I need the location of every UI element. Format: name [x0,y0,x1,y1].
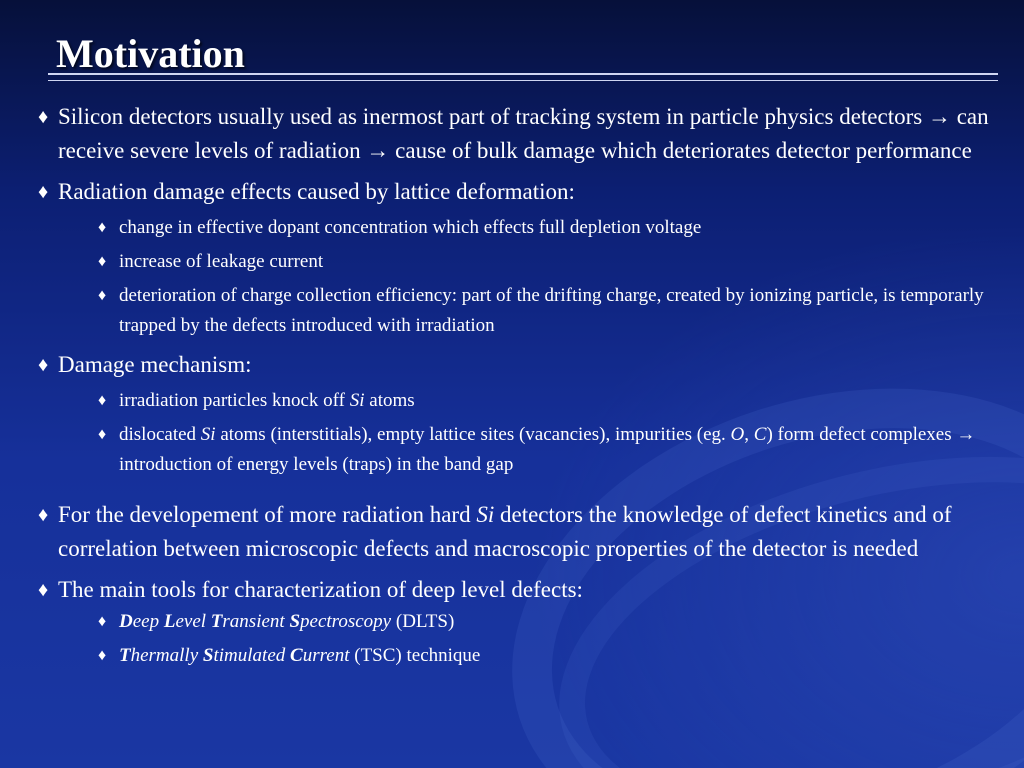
bullet-main-tools [36,573,994,607]
bullet-damage-mechanism [36,348,994,382]
diamond-bullet-icon: ♦ [98,253,107,270]
diamond-bullet-icon: ♦ [98,647,107,664]
sub-bullet-knock-off [36,386,994,416]
bullet-silicon-detectors [36,100,994,168]
acronym-tail: (TSC) technique [349,645,481,666]
sub-bullet-text: deterioration of charge collection efficiency: part of the drifting charge, created by ionizing particle, is temporarly trapped by the defects introduced with irradiation [119,285,984,336]
si-symbol: Si [349,390,365,411]
acronym-letter: T [210,611,223,632]
acronym-word: eep [132,611,164,632]
bullet-text: The main tools for characterization of deep level defects: [58,577,583,602]
bullet-text: Damage mechanism: [58,352,252,377]
acronym-word: hermally [130,645,203,666]
sub-bullet-text-c: atoms [364,390,415,411]
diamond-bullet-icon: ♦ [38,181,49,203]
slide-title: Motivation [56,31,245,76]
sub-bullet-text: increase of leakage current [119,251,324,272]
diamond-bullet-icon: ♦ [98,392,107,409]
bullet-text-c: detectors the knowledge of defect kinetics and of correlation between microscopic defects and macroscopic properties of the detector is needed [58,502,952,561]
sub-bullet-dlts [36,607,994,637]
carbon-symbol: C [753,424,767,445]
sub-bullet-text-c: atoms (interstitials), empty lattice sites (vacancies), impurities (eg. [215,424,731,445]
acronym-letter: T [119,645,131,666]
diamond-bullet-icon: ♦ [38,354,49,376]
bullet-radiation-hard [36,498,994,566]
acronym-word: urrent [302,645,350,666]
acronym-word: pectroscopy [300,611,392,632]
bullet-text: Silicon detectors usually used as inermost part of tracking system in particle physics detectors → can receive severe levels of radiation → cause of bulk damage which deteriorates detector performance [58,104,989,163]
bullet-text: Radiation damage effects caused by lattice deformation: [58,179,575,204]
sub-bullet-dislocated [36,420,994,480]
acronym-word: timulated [213,645,291,666]
title-underline [48,73,998,81]
acronym-tail: (DLTS) [391,611,455,632]
diamond-bullet-icon: ♦ [98,613,107,630]
sub-bullet-tsc [36,641,994,671]
sub-bullet-text: change in effective dopant concentration which effects full depletion voltage [119,217,702,238]
acronym-letter: S [289,611,301,632]
sub-bullet-dopant [36,213,994,243]
sub-bullet-text-g: ) form defect complexes → introduction of energy levels (traps) in the band gap [119,424,976,475]
diamond-bullet-icon: ♦ [38,504,49,526]
slide-body [36,100,994,671]
diamond-bullet-icon: ♦ [38,579,49,601]
sub-bullet-text-e: , [744,424,754,445]
bullet-radiation-damage [36,175,994,209]
bullet-text-a: For the developement of more radiation hard [58,502,477,527]
sub-bullet-charge-collection [36,281,994,341]
acronym-word: ransient [222,611,290,632]
sub-bullet-text-a: dislocated [119,424,201,445]
sub-bullet-text-a: irradiation particles knock off [119,390,350,411]
acronym-word: evel [175,611,211,632]
acronym-letter: L [163,611,176,632]
diamond-bullet-icon: ♦ [38,106,49,128]
si-symbol: Si [476,502,495,527]
acronym-letter: S [202,645,214,666]
diamond-bullet-icon: ♦ [98,426,107,443]
acronym-letter: C [290,645,303,666]
oxygen-symbol: O [730,424,745,445]
sub-bullet-leakage [36,247,994,277]
diamond-bullet-icon: ♦ [98,219,107,236]
acronym-letter: D [119,611,133,632]
si-symbol: Si [200,424,216,445]
diamond-bullet-icon: ♦ [98,287,107,304]
